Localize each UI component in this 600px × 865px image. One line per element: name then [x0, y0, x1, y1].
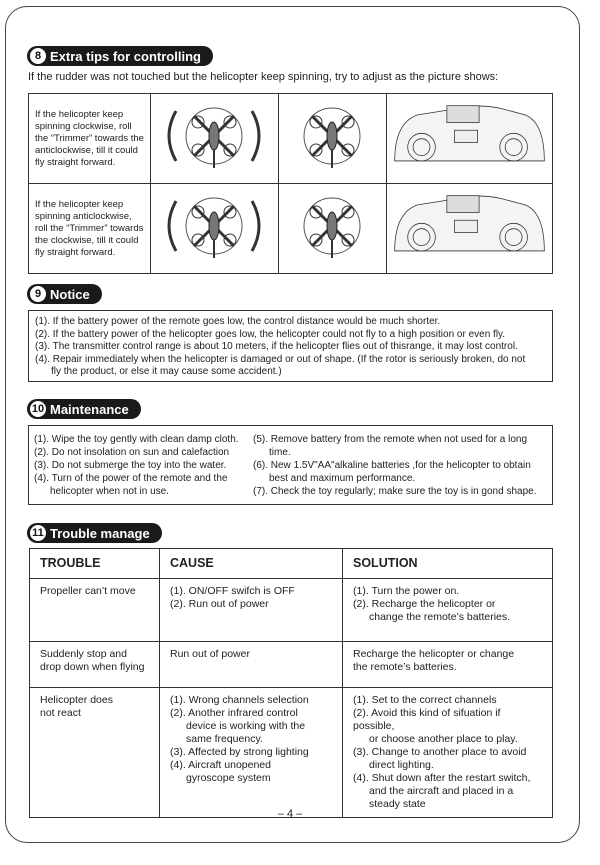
cause-line: (4). Aircraft unopened [170, 759, 271, 771]
remote-illustration [387, 94, 553, 184]
solution-line: or choose another place to play. [369, 733, 518, 745]
section-title: Notice [50, 286, 90, 302]
maintenance-item: helicopter when not in use. [50, 486, 169, 497]
solution-cell [343, 579, 553, 642]
solution-line: change the remote’s batteries. [369, 611, 511, 623]
tip-anticlockwise: If the helicopter keep spinning anticlockwise, roll the “Trimmer” towards the clockwise, till it could fly straight forward. [29, 184, 151, 274]
tips-table [28, 93, 553, 274]
solution-line: (4). Shut down after the restart switch, [353, 772, 531, 784]
helicopter-illustration [279, 94, 387, 184]
section-10-header [27, 399, 141, 419]
solution-line: (1). Set to the correct channels [353, 694, 497, 706]
section-title: Maintenance [50, 401, 129, 417]
cause-line: (2). Run out of power [170, 598, 269, 610]
notice-item: (1). If the battery power of the remote goes low, the control distance would be much shorter. [35, 316, 441, 327]
cause-cell: Run out of power [160, 642, 343, 688]
trouble-line: drop down when flying [40, 661, 145, 673]
section-8-header [27, 46, 213, 66]
maintenance-item: (3). Do not submerge the toy into the water. [34, 460, 227, 471]
helicopter-illustration [279, 184, 387, 274]
solution-line: Recharge the helicopter or change [353, 648, 515, 660]
table-row [30, 642, 553, 688]
remote-illustration [387, 184, 553, 274]
solution-line: (1). Turn the power on. [353, 585, 460, 597]
spin-illustration [151, 94, 279, 184]
solution-line: steady state [369, 798, 426, 810]
table-row [30, 688, 553, 818]
maintenance-item: best and maximum performance. [269, 473, 416, 484]
maintenance-item: (7). Check the toy regularly; make sure the toy is in gond shape. [253, 486, 537, 497]
notice-item: (3). The transmitter control range is about 10 meters, if the helicopter flies out of thisrange, it may lost control. [35, 341, 518, 352]
page-number: – 4 – [277, 808, 303, 820]
solution-line: (2). Avoid this kind of sifuation if possible, [353, 707, 501, 732]
trouble-line: not react [40, 707, 81, 719]
notice-item: (4). Repair immediately when the helicopter is damaged or out of shape. (If the rotor is seriously broken, do not [35, 353, 526, 365]
trouble-cell [30, 642, 160, 688]
solution-line: direct lighting. [369, 759, 434, 771]
maintenance-item: (2). Do not insolation on sun and calefaction [34, 447, 230, 458]
cause-line: (1). Wrong channels selection [170, 694, 309, 706]
section-title: Extra tips for controlling [50, 48, 201, 64]
cause-cell [160, 579, 343, 642]
col-header-cause: CAUSE [160, 549, 343, 579]
cause-line: same frequency. [186, 733, 263, 745]
notice-box [28, 310, 553, 382]
maintenance-item: (1). Wipe the toy gently with clean damp cloth. [34, 434, 239, 445]
maintenance-box [28, 425, 553, 505]
col-header-solution: SOLUTION [343, 549, 553, 579]
section-number: 8 [30, 48, 46, 64]
cause-line: (3). Affected by strong lighting [170, 746, 309, 758]
table-row [30, 579, 553, 642]
maintenance-right [253, 433, 551, 498]
section-number: 10 [31, 403, 45, 415]
cause-line: device is working with the [186, 720, 306, 732]
trouble-cell: Propeller can’t move [30, 579, 160, 642]
solution-cell [343, 642, 553, 688]
solution-line: (2). Recharge the helicopter or [353, 598, 496, 610]
solution-line: and the aircraft and placed in a [369, 785, 514, 797]
cause-line: (2). Another infrared control [170, 707, 298, 719]
tips-intro: If the rudder was not touched but the helicopter keep spinning, try to adjust as the picture shows: [28, 71, 499, 83]
notice-item: (2). If the battery power of the helicopter goes low, the helicopter could not fly to a high position or even fly. [35, 328, 506, 340]
spin-illustration [151, 184, 279, 274]
maintenance-item: (5). Remove battery from the remote when not used for a long [253, 434, 528, 445]
col-header-trouble: TROUBLE [30, 549, 160, 579]
section-title: Trouble manage [50, 525, 150, 541]
cause-cell [160, 688, 343, 818]
trouble-line: Helicopter does [40, 694, 113, 706]
trouble-line: Suddenly stop and [40, 648, 127, 660]
cause-line: gyroscope system [186, 772, 271, 784]
solution-line: (3). Change to another place to avoid [353, 746, 527, 758]
cause-line: (1). ON/OFF swifch is OFF [170, 585, 295, 597]
section-9-header [27, 284, 102, 304]
trouble-table [29, 548, 553, 818]
maintenance-left [34, 433, 254, 498]
maintenance-item: (4). Turn of the power of the remote and the [34, 473, 228, 484]
section-number: 9 [30, 286, 46, 302]
solution-cell [343, 688, 553, 818]
trouble-cell [30, 688, 160, 818]
maintenance-item: time. [269, 447, 291, 458]
section-11-header [27, 523, 162, 543]
notice-item: fly the product, or else it may cause some accident.) [51, 366, 282, 377]
section-number: 11 [30, 525, 46, 541]
maintenance-item: (6). New 1.5V"AA"alkaline batteries ,for the helicopter to obtain [253, 460, 531, 471]
tip-clockwise: If the helicopter keep spinning clockwise, roll the “Trimmer” towards the anticlockwise, till it could fly straight forward. [29, 94, 151, 184]
solution-line: the remote’s batteries. [353, 661, 457, 673]
